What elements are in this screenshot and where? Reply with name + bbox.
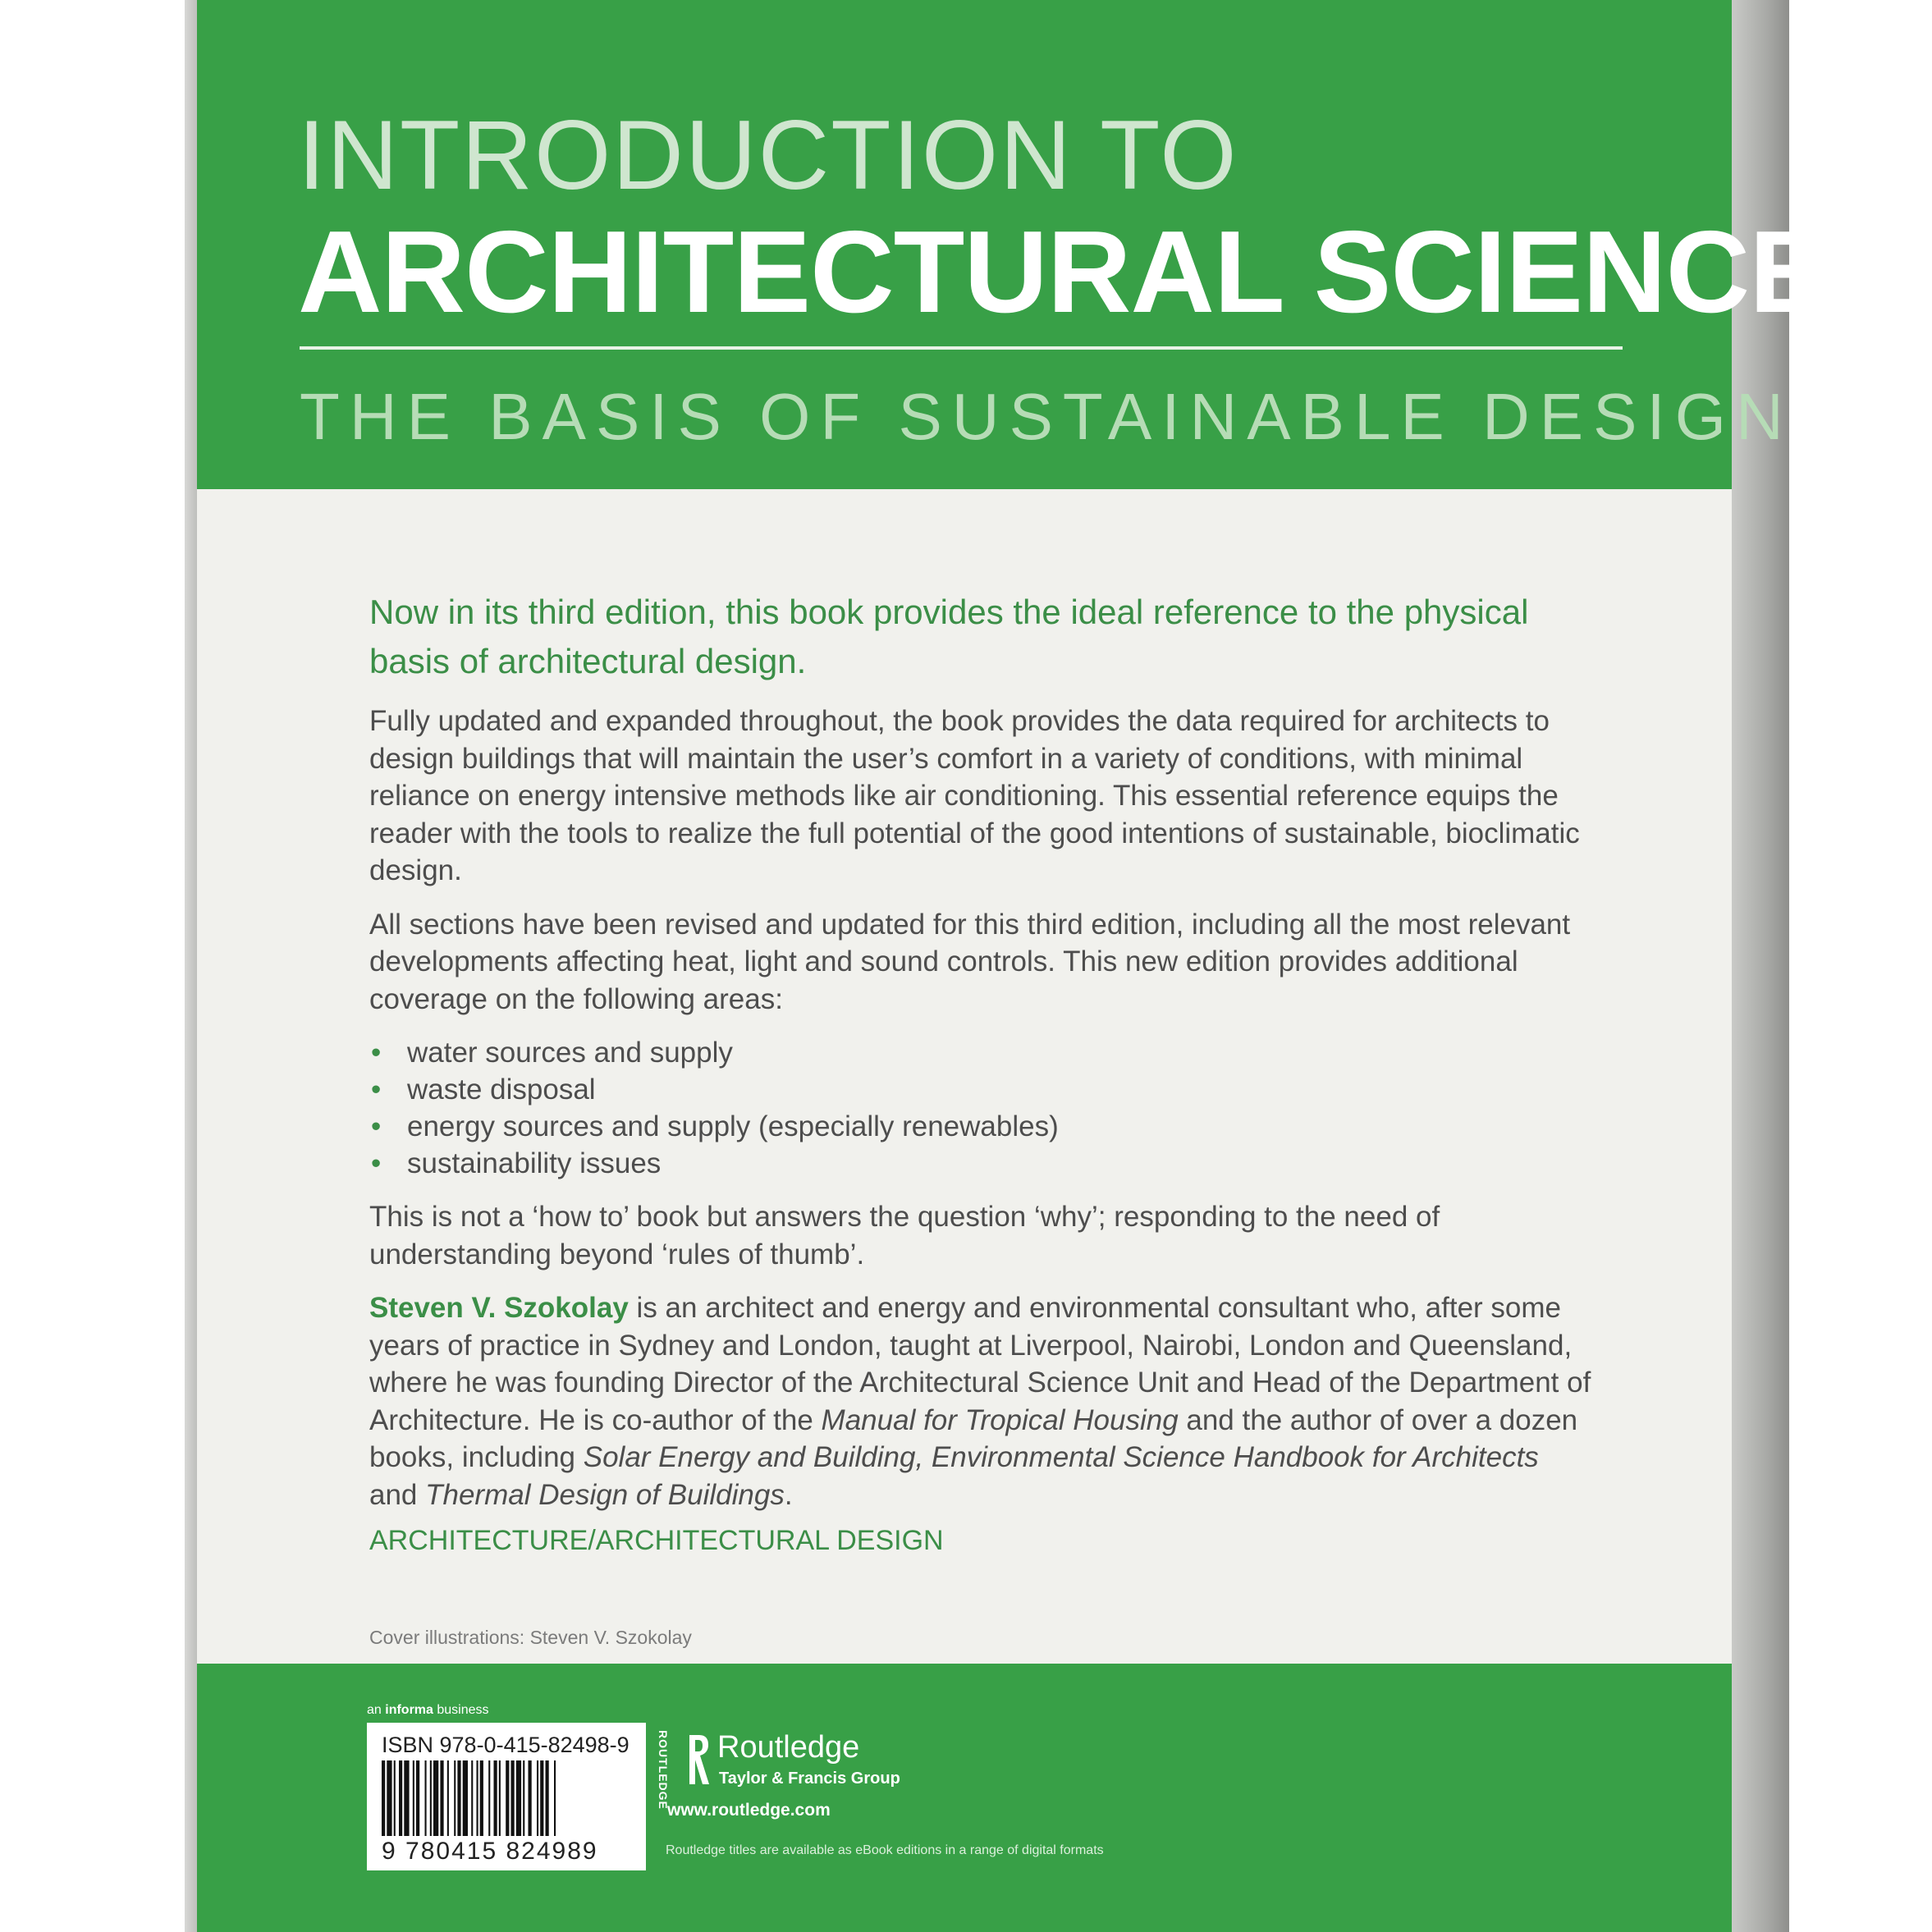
bio-text-3: and	[369, 1478, 426, 1511]
bullet-icon: •	[371, 1037, 382, 1069]
bullet-icon: •	[371, 1110, 382, 1142]
publisher-name: Routledge	[717, 1730, 860, 1765]
publisher-spine-text: ROUTLEDGE	[657, 1730, 670, 1810]
paragraph-3: This is not a ‘how to’ book but answers the question ‘why’; responding to the need of understanding beyond ‘rules of thumb’.	[369, 1201, 1440, 1270]
bio-text-1: is an architect and energy and environmental consultant who, after some years of practice in Sydney and London, taught at Liverpool, Nairobi, London and Queensland, where he was founding Director of the Architectural Science Unit and Head of the Department of Architecture. He is co-author of the	[369, 1292, 1591, 1436]
bio-text-4: .	[784, 1478, 793, 1511]
title-line-2: ARCHITECTURAL SCIENCE	[298, 207, 1826, 337]
barcode-digits: 9 780415 824989	[382, 1838, 598, 1865]
list-item	[369, 1071, 1592, 1108]
ebook-note: Routledge titles are available as eBook editions in a range of digital formats	[666, 1843, 1104, 1857]
list-item-text: water sources and supply	[407, 1037, 733, 1069]
lead-paragraph: Now in its third edition, this book provides the ideal reference to the physical basis of architectural design.	[369, 593, 1529, 680]
informa-prefix: an	[367, 1703, 386, 1717]
barcode-icon	[382, 1760, 633, 1836]
blurb	[369, 588, 1592, 1530]
book-title-1: Manual for Tropical Housing	[821, 1403, 1179, 1436]
author-bio	[369, 1289, 1592, 1513]
list-item-text: energy sources and supply (especially renewables)	[407, 1110, 1059, 1142]
book-title-2: Solar Energy and Building, Environmental Science Handbook for Architects	[583, 1441, 1539, 1473]
informa-suffix: business	[433, 1703, 489, 1717]
subject-category: ARCHITECTURE/ARCHITECTURAL DESIGN	[369, 1525, 944, 1556]
informa-brand: informa	[385, 1703, 433, 1717]
routledge-logo-icon	[686, 1730, 711, 1789]
bullet-icon: •	[371, 1074, 382, 1106]
coverage-list	[369, 1034, 1592, 1182]
author-name: Steven V. Szokolay	[369, 1292, 629, 1324]
isbn: ISBN 978-0-415-82498-9	[382, 1733, 630, 1757]
subtitle: THE BASIS OF SUSTAINABLE DESIGN	[300, 380, 1793, 453]
informa-tagline	[367, 1703, 489, 1718]
bio-text-2: and the author of over a dozen books, including	[369, 1403, 1578, 1473]
publisher-url[interactable]: www.routledge.com	[667, 1801, 831, 1820]
paragraph-1: Fully updated and expanded throughout, the book provides the data required for architects to design buildings that will maintain the user’s comfort in a variety of conditions, with minimal reliance on energy intensive methods like air conditioning. This essential reference equips the reader with the tools to realize the full potential of the good intentions of sustainable, bioclimatic design.	[369, 705, 1580, 886]
publisher-group: Taylor & Francis Group	[719, 1769, 900, 1788]
bullet-icon: •	[371, 1147, 382, 1179]
book-title-3: Thermal Design of Buildings	[425, 1478, 785, 1511]
title-line-1: INTRODUCTION TO	[298, 100, 1238, 210]
list-item	[369, 1108, 1592, 1145]
paragraph-2: All sections have been revised and updated for this third edition, including all the most relevant developments affecting heat, light and sound controls. This new edition provides additional coverage on the following areas:	[369, 908, 1571, 1015]
title-divider	[300, 346, 1623, 350]
list-item-text: waste disposal	[407, 1074, 596, 1106]
cover-credit: Cover illustrations: Steven V. Szokolay	[369, 1627, 692, 1648]
list-item	[369, 1034, 1592, 1071]
list-item	[369, 1145, 1592, 1182]
list-item-text: sustainability issues	[407, 1147, 662, 1179]
barcode-panel	[367, 1723, 646, 1870]
